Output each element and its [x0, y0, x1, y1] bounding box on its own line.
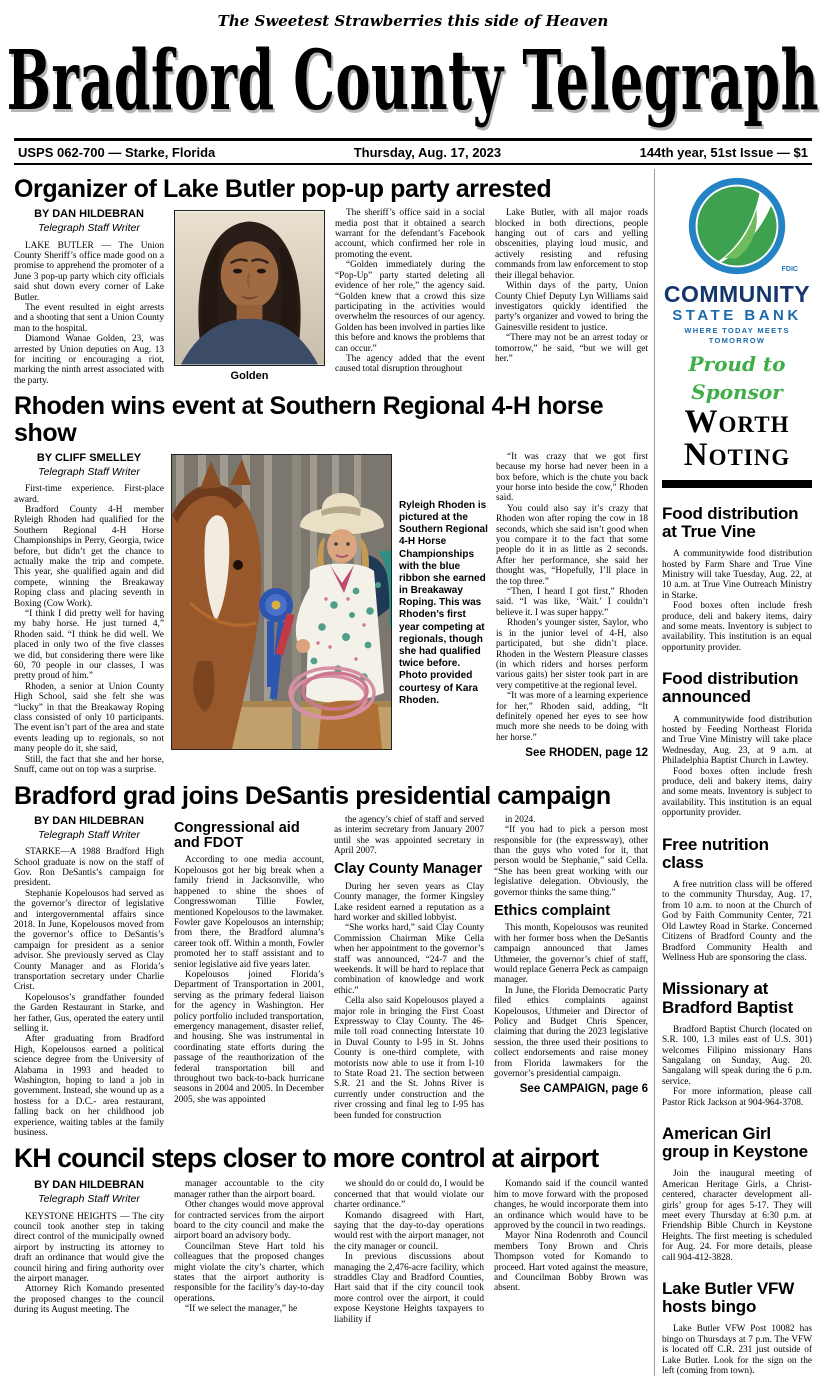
byline: BY DAN HILDEBRAN [34, 208, 144, 221]
article-campaign-headline: Bradford grad joins DeSantis presidential campaign [14, 781, 611, 810]
mugshot-photo [174, 210, 325, 366]
article-rhoden [14, 393, 648, 775]
article-rhoden-columns [14, 452, 648, 776]
sidebar-item-text [662, 1324, 812, 1376]
continuation-line: See CAMPAIGN, page 6 [519, 1083, 648, 1096]
article-text [174, 855, 324, 1105]
article-text [14, 484, 164, 775]
paragraph: Bradford Baptist Church (located on S.R. 100, 1.3 miles east of U.S. 301) welcomes Filipino missionary Hans Sangalang on Sunday, Aug. 20. Sangalang will speak during the 6 p.m. service. [662, 1024, 812, 1087]
article-campaign-col1 [14, 815, 164, 1139]
paragraph: manager accountable to the city manager rather than the airport board. [174, 1179, 324, 1200]
worth-noting-sidebar [654, 169, 812, 1376]
article-rhoden-headline: Rhoden wins event at Southern Regional 4-H horse show [14, 392, 604, 447]
page-content [14, 169, 812, 1376]
article-campaign-col3 [334, 815, 484, 1139]
sidebar-item-food-announced [662, 670, 812, 818]
article-party-arrest [14, 176, 648, 386]
article-text [494, 923, 648, 1079]
sidebar-item-text [662, 1169, 812, 1263]
mugshot-illustration [175, 211, 324, 365]
byline: BY DAN HILDEBRAN [34, 1179, 144, 1192]
paragraph: “She works hard,” said Clay County Commission Chairman Mike Cella when her appointment to the governor’s staff was announced, “24-7 and the weekends. It will be hard to replace that combination of knowledge and work ethic.” [334, 923, 484, 996]
article-text [334, 815, 484, 857]
article-text [334, 882, 484, 1121]
paragraph: “Golden immediately during the “Pop-Up” party started deleting all evidence of her role,” the agency said. “Golden knew that a crowd this size participating in the activities would overwhelm the resources of our agency. Golden has been involved in parties like this before and knows the problems that can occur.” [335, 260, 485, 354]
sidebar-item-title: Food distribution at True Vine [662, 503, 799, 541]
paragraph: Food boxes often include fresh produce, deli and bakery items, dairy and some meats. Inventory is subject to availability. This institution is an equal opportunity provider. [662, 601, 812, 653]
paragraph: Lake Butler, with all major roads blocked in both directions, people hanging out of cars and yelling obscenities, playing loud music, and actively resisting and refusing commands from law enforcement to stop their illegal behavior. [495, 208, 648, 281]
paragraph: “If we select the manager,” he [185, 1304, 298, 1315]
sidebar-divider-bar [662, 480, 812, 488]
subhead-ethics-complaint: Ethics complaint [494, 903, 611, 919]
sidebar-item-text [662, 549, 812, 653]
paragraph: LAKE BUTLER — The Union County Sheriff’s office made good on a promise to apprehend the promoter of a June 3 pop-up party which city officials said shut down every corner of Lake Butler. [14, 240, 164, 303]
paragraph: Other changes would move approval for contracted services from the airport board to the city council and make the airport board an advisory body. [174, 1200, 324, 1242]
masthead-title-wrap [6, 30, 820, 130]
paragraph: “Then, I heard I got first,” Rhoden said. “I was like, ‘Wait.’ I couldn’t believe it. I was super happy.” [496, 587, 648, 618]
paragraph: Diamond Wanae Golden, 23, was arrested by Union deputies on Aug. 13 for inciting or encouraging a riot, marking the ninth arrest associated with the party. [14, 334, 164, 386]
article-party-col3 [495, 208, 648, 386]
article-airport-col3 [334, 1179, 484, 1325]
horse-figure [171, 452, 392, 776]
article-rhoden-col3 [496, 452, 648, 776]
sidebar-item-title: Food distribution announced [662, 669, 799, 707]
subhead-congressional-aid: Congressional aid and FDOT [174, 819, 300, 852]
article-campaign-col4 [494, 815, 648, 1139]
horse-illustration [172, 455, 391, 749]
paragraph: Still, the fact that she and her horse, Snuff, came out on top was a surprise. [14, 754, 164, 776]
sidebar-item-text [662, 880, 812, 963]
paragraph: A communitywide food distribution hosted by Farm Share and True Vine Ministry will take Tuesday, Aug. 22, at 10 a.m. at True Vine Outreach Ministry in Starke. [662, 549, 812, 601]
byline: BY DAN HILDEBRAN [34, 814, 144, 827]
paragraph: Kopelousos joined Florida’s Department of Transportation in 2001, serving as the primary federal liaison for the agency in Washington. Her policy portfolio included transportation, emergency management, disaster relief, and housing. She was instrumental in coordinating state efforts during the passage of the reauthorization of the federal transportation bill and throughout two back-to-back hurricane seasons in 2004 and 2005. In December 2005, she was appointed [174, 969, 324, 1105]
dateline [14, 141, 812, 163]
paragraph: This month, Kopelousos was reunited with her former boss when the DeSantis campaign announced that James Uthmeier, the governor’s chief of staff, would replace Generra Peck as campaign manager. [494, 923, 648, 986]
paragraph: For more information, please call Pastor Rick Jackson at 904-964-3708. [662, 1087, 812, 1108]
sidebar-item-free-nutrition-class [662, 836, 812, 964]
byline: BY CLIFF SMELLEY [36, 451, 142, 464]
sidebar-item-title: Missionary at Bradford Baptist [662, 979, 793, 1017]
dateline-date: Thursday, Aug. 17, 2023 [353, 145, 502, 160]
mugshot-caption: Golden [230, 370, 269, 383]
article-rhoden-col1 [14, 452, 164, 776]
paragraph: STARKE—A 1988 Bradford High School graduate is now on the staff of Gov. Ron DeSantis’s campaign for president. [14, 847, 164, 889]
sidebar-item-title: Lake Butler VFW hosts bingo [662, 1278, 795, 1317]
paragraph: First-time experience. First-place award. [14, 484, 164, 505]
paragraph: Bradford County 4-H member Ryleigh Rhoden had qualified for the Southern Regional 4-H Horse Championships in Perry, Georgia, twice before, but didn’t get the chance to actually make the trip and compete. This year, she qualified again and did compete, winning the Breakaway Roping class and placing seventh in Boxing (Cow Work). [14, 504, 164, 609]
article-party-columns [14, 208, 648, 386]
paragraph: Lake Butler VFW Post 10082 has bingo on Thursdays at 7 p.m. The VFW is located off C.R. 231 just outside of Lake Butler. Look for the sign on the left (coming from town). [662, 1324, 812, 1376]
paragraph: Rhoden, a senior at Union County High School, said she felt she was “lucky” in that the Breakaway Roping class consisted of only 10 participants. The event isn’t part of the area and state events leading up to regionals, so not many people do it, she said, [14, 681, 164, 755]
horse-caption: Ryleigh Rhoden is pictured at the Southern Regional 4-H Horse Championships with the blue ribbon she earned in Breakaway Roping. This was Rhoden’s first year competing at regionals, though she had qualified twice before. Photo provided courtesy of Kara Rhoden. [399, 499, 488, 706]
paragraph: Food boxes often include fresh produce, deli and bakery items, dairy and some meats. Inventory is subject to availability. This institution is an equal opportunity provider. [662, 766, 812, 819]
paragraph: in 2024. [505, 814, 536, 825]
paragraph: Join the inaugural meeting of American Heritage Girls, a Christ-centered, character development all-girls’ group for ages 5-17. They will meet every Thursday at 6:30 p.m. at Friendship Bible Church in Keystone Heights. The first meeting is scheduled for Aug. 24. For more details, please call 904-412-3828. [662, 1169, 812, 1263]
article-airport-col4 [494, 1179, 648, 1325]
paragraph: A communitywide food distribution hosted by Feeding Northeast Florida and True Vine Ministry will take place Wednesday, Aug. 23, at 9 a.m. at Philadelphia Baptist Church in Lawtey. [662, 714, 812, 767]
article-airport-col2 [174, 1179, 324, 1325]
article-campaign-col2 [174, 815, 324, 1139]
paragraph: A free nutrition class will be offered to the community Thursday, Aug. 17, from 10 a.m. to noon at the Church of God by Faith Community Center, 721 Old Lawtey Road in Starke. Concerned Citizens of Bradford County and the Bradford Community Health and Wellness Hub are sponsoring the class. [662, 880, 812, 963]
bank-logo-swoosh-icon [684, 173, 790, 279]
byline-role: Telegraph Staff Writer [38, 1193, 140, 1206]
paragraph: “I think I did pretty well for having my baby horse. He just turned 4,” Rhoden said. “I think he did well. We placed in only two of the five classes we did, but considering there were like 60, 70 people in our classes, I was pretty proud of him.” [14, 609, 164, 682]
bank-tagline: WHERE TODAY MEETS TOMORROW [684, 325, 790, 345]
article-campaign [14, 783, 648, 1139]
paragraph: “It was more of a learning experience for her,” Rhoden said, adding, “It definitely opened her eyes to see how much more she needs to be doing with her horse.” [496, 691, 648, 743]
main-column [14, 169, 648, 1376]
article-airport-headline: KH council steps closer to more control at airport [14, 1143, 599, 1174]
sidebar-item-american-girl-group [662, 1125, 812, 1263]
paragraph: “If you had to pick a person most responsible for (the expressway), other than the guys who voted for it, that person would be Stephanie,” said Cella. “She has been great working with our legislative delegation. Obviously, the governor thinks the same thing.” [494, 825, 648, 898]
paragraph: Attorney Rich Komando presented the proposed changes to the council during its August meeting. The [14, 1284, 164, 1316]
article-airport-col1 [14, 1179, 164, 1325]
mugshot-figure [174, 208, 325, 386]
sidebar-item-missionary [662, 980, 812, 1108]
masthead-tagline: The Sweetest Strawberries this side of Heaven [217, 12, 609, 30]
sidebar-item-vfw-bingo [662, 1280, 812, 1376]
fdic-label: FDIC [781, 266, 798, 273]
byline-role: Telegraph Staff Writer [38, 828, 140, 841]
paragraph: Rhoden’s younger sister, Saylor, who is in the junior level of 4-H, also participated, but she didn’t place. Rhoden in the Western Pleasure classes (in which riders and horses perform various gaits) her sister took part in are very competitive at the regional level. [496, 618, 648, 691]
sidebar-item-food-true-vine [662, 505, 812, 653]
sidebar-item-title: American Girl group in Keystone [662, 1123, 808, 1162]
paragraph: Komando disagreed with Hart, saying that the day-to-day operations would rest with the airport manager, not the city manager or council. [334, 1210, 484, 1252]
horse-photo [171, 454, 392, 750]
worth-noting-title-line1: Worth [684, 403, 790, 440]
paragraph: After graduating from Bradford High, Kopelousos earned a political science degree from the University of Alabama in 1993 and headed to Washington, hoping to land a job in government. Instead, she wound up as a hostess for a D.C.- area restaurant, falling back on her childhood job experience, waiting tables at the family business. [14, 1034, 164, 1139]
masthead-title: Bradford County Telegraph [6, 31, 820, 129]
paragraph: The agency added that the event caused total disruption throughout [335, 353, 485, 375]
proud-to-sponsor: Proud to Sponsor [688, 351, 786, 404]
article-airport [14, 1145, 648, 1325]
paragraph: the agency’s chief of staff and served as interim secretary from January 2007 until she was appointed secretary in April 2007. [334, 814, 484, 856]
community-state-bank-ad [662, 173, 812, 488]
bank-name-line2: STATE BANK [672, 307, 802, 324]
paragraph: Kopelousos’s grandfather founded the Garden Restaurant in Starke, and her father, Gus, operated the eatery until selling it. [14, 992, 164, 1034]
dateline-usps: USPS 062-700 — Starke, Florida [18, 145, 216, 160]
paragraph: The event resulted in eight arrests and a shooting that sent a Union County man to the hospital. [14, 303, 164, 334]
masthead [6, 0, 820, 165]
paragraph: You could also say it’s crazy that Rhoden won after roping the cow in 18 seconds, which she said isn’t good when you compare it to the fact that some people do it in as little as 2 seconds. After her performance, she said her thought was, “Hopefully, I’ll place in the top three.” [496, 503, 648, 587]
paragraph: we should do or could do, I would be concerned that that would violate our charter ordinance.” [334, 1179, 484, 1211]
paragraph: Stephanie Kopelousos had served as the governor’s director of legislative and intergovernmental affairs since 2018. In June, Kopelousos moved from the governor’s office to DeSantis’s campaign for president as a senior advisor. She previously served as Clay County Manager and as Florida’s transportation secretary under Charlie Crist. [14, 888, 164, 993]
article-text [14, 847, 164, 1138]
paragraph: Mayor Nina Rodenroth and Council members Tony Brown and Chris Thompson voted for Komando to proceed. Hart voted against the measure, and Councilman Bobby Brown was absent. [494, 1231, 648, 1294]
paragraph: According to one media account, Kopelousos got her big break when a family friend in Jacksonville, who happened to shine the shoes of Congresswoman Tillie Fowler, mentioned Kopelousos to the lawmaker. Fowler gave Kopelousos an internship; from there, the Bradford alumna’s career took off. Within a month, Fowler promoted her to staff assistant and to senior legislative aid five years later. [174, 855, 324, 970]
bank-name-line1: COMMUNITY [663, 281, 811, 307]
paragraph: Komando said if the council wanted him to move forward with the proposed changes, he would incorporate them into an ordinance which would have to be approved by the council in two readings. [494, 1179, 648, 1231]
byline-role: Telegraph Staff Writer [38, 465, 140, 478]
article-text [14, 1212, 164, 1316]
paragraph: Councilman Steve Hart told his colleagues that the proposed changes might violate the city’s charter, which states that the airport authority is responsible for the facility’s day-to-day operations. [174, 1241, 324, 1304]
byline-role: Telegraph Staff Writer [38, 222, 140, 234]
sidebar-item-text [662, 715, 812, 819]
article-airport-columns [14, 1179, 648, 1325]
article-text [14, 241, 164, 387]
article-campaign-columns [14, 815, 648, 1139]
sidebar-item-text [662, 1025, 812, 1108]
sidebar-item-title: Free nutrition class [662, 834, 769, 872]
article-text [494, 815, 648, 898]
subhead-clay-county-manager: Clay County Manager [334, 861, 483, 878]
article-party-col1 [14, 208, 164, 386]
paragraph: KEYSTONE HEIGHTS — The city council took another step in taking direct control of the municipally owned airport by instructing its attorney to draft an ordinance that would give the council hiring and firing authority over the airport manager. [14, 1211, 164, 1285]
article-text [496, 452, 648, 743]
paragraph: In June, the Florida Democratic Party filed ethics complaints against Kopelousos, Uthmeier and Director of Policy and Budget Chris Spencer, claiming that during the 2023 legislative session, the three used their positions to collect endorsements and raise money from Florida lawmakers for the governor’s presidential campaign. [494, 985, 648, 1080]
paragraph: “It was crazy that we got first because my horse had never been in a box before, which is the chute you back your horse into beside the cow,” Rhoden said. [496, 451, 648, 504]
dateline-issue: 144th year, 51st Issue — $1 [639, 145, 808, 160]
masthead-rule-bottom [14, 163, 812, 165]
paragraph: “There may not be an arrest today or tomorrow,” he said, “but we will get her.” [495, 333, 648, 364]
article-party-headline: Organizer of Lake Butler pop-up party arrested [14, 175, 552, 203]
paragraph: In previous discussions about managing the 2,476-acre facility, which straddles Clay and Bradford Counties, Hart said that if the city council took more control over the airport, it could expose Keystone Heights taxpayers to liability if [334, 1252, 484, 1325]
paragraph: Cella also said Kopelousos played a major role in bringing the First Coast Expressway to Clay County. The 46-mile toll road connecting Interstate 10 in Duval County to I-95 in St. Johns County is one-third complete, with motorists now able to use it from I-10 to State Road 21. The section between S.R. 21 and the St. Johns River is currently under construction and the river crossing and final leg to I-95 has been funded for construction [334, 996, 484, 1121]
worth-noting-title-line2: Noting [683, 437, 791, 474]
article-party-col2 [335, 208, 485, 386]
paragraph: The sheriff’s office said in a social media post that it obtained a search warrant for the defendant’s Facebook account, which confirmed her role in promoting the event. [335, 208, 485, 260]
paragraph: During her seven years as Clay County manager, the former Kingsley Lake resident earned a reputation as a hard worker and skilled lobbyist. [334, 881, 484, 923]
continuation-line: See RHODEN, page 12 [525, 747, 648, 760]
paragraph: Within days of the party, Union County Chief Deputy Lyn Williams said investigators quickly identified the party’s organizer and vowed to bring the Gainesville resident to justice. [495, 281, 648, 333]
